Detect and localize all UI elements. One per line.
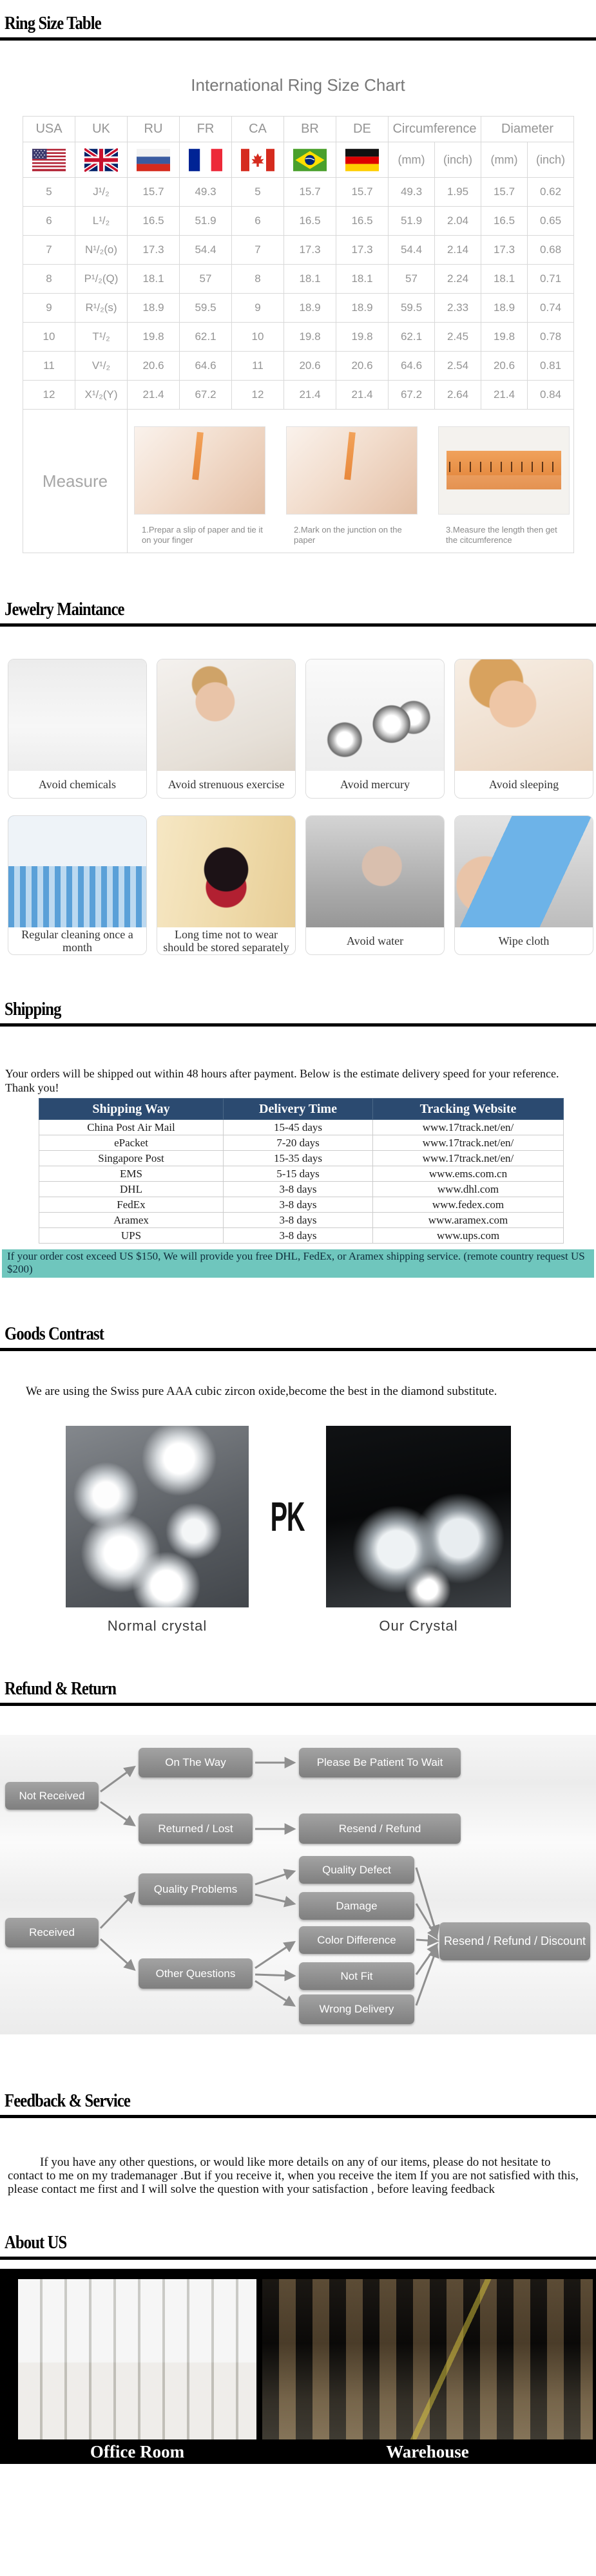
jewelry-card-caption: Avoid sleeping xyxy=(488,778,559,791)
jewelry-card-photo xyxy=(455,659,593,771)
jewelry-card-avoid-sleeping xyxy=(454,659,593,799)
table-cell: 21.4 xyxy=(336,381,389,410)
jewelry-card-caption: Regular cleaning once a month xyxy=(21,928,133,954)
ring-table-country-row xyxy=(23,117,574,142)
measure-step-1-caption: 1.Prepar a slip of paper and tie it on your finger xyxy=(142,524,263,545)
section-about-us xyxy=(0,2233,596,2464)
table-cell: 19.8 xyxy=(481,323,528,352)
our-crystal-caption: Our Crystal xyxy=(379,1618,458,1634)
table-row xyxy=(39,1197,564,1213)
table-row xyxy=(39,1135,564,1151)
table-cell: Aramex xyxy=(39,1213,224,1228)
table-cell: 10 xyxy=(23,323,75,352)
our-crystal-photo xyxy=(326,1426,511,1607)
jewelry-card-photo xyxy=(8,816,146,927)
shipping-col-tracking: Tracking Website xyxy=(373,1099,564,1120)
jewelry-card-avoid-mercury xyxy=(305,659,445,799)
ring-size-table-body xyxy=(23,178,574,410)
table-row xyxy=(23,323,574,352)
col-header-circumference: Circumference xyxy=(389,117,481,142)
table-cell: 0.65 xyxy=(528,207,574,236)
table-cell: 18.1 xyxy=(336,265,389,294)
warehouse-caption: Warehouse xyxy=(386,2442,469,2461)
table-cell: 0.81 xyxy=(528,352,574,381)
table-cell: 51.9 xyxy=(180,207,232,236)
shipping-free-note: If your order cost exceed US $150, We will provide you free DHL, FedEx, or Aramex shipping service. (remote country request US $200) xyxy=(2,1249,594,1278)
about-banner xyxy=(0,2269,596,2464)
table-cell: UPS xyxy=(39,1228,224,1244)
unit-circumference-mm: (mm) xyxy=(389,142,435,178)
table-cell: 49.3 xyxy=(180,178,232,207)
section-divider xyxy=(0,1348,596,1351)
table-cell: 18.9 xyxy=(284,294,336,323)
table-cell: 8 xyxy=(232,265,284,294)
table-row xyxy=(39,1166,564,1182)
crystal-comparison xyxy=(66,1426,596,1607)
table-cell: 7 xyxy=(232,236,284,265)
table-cell: 2.04 xyxy=(435,207,481,236)
unit-circumference-inch: (inch) xyxy=(435,142,481,178)
measure-row xyxy=(23,410,574,553)
table-cell: ePacket xyxy=(39,1135,224,1151)
flow-node-wrong-delivery: Wrong Delivery xyxy=(299,1994,414,2024)
table-cell: 67.2 xyxy=(180,381,232,410)
table-cell: 17.3 xyxy=(128,236,180,265)
jewelry-card-wipe-cloth xyxy=(454,815,593,955)
table-cell: 18.1 xyxy=(284,265,336,294)
table-cell: 6 xyxy=(23,207,75,236)
table-cell: 20.6 xyxy=(284,352,336,381)
flag-canada-icon xyxy=(232,142,284,178)
col-header-uk: UK xyxy=(75,117,128,142)
normal-crystal-caption: Normal crystal xyxy=(107,1618,207,1634)
table-row xyxy=(23,294,574,323)
table-cell: 0.71 xyxy=(528,265,574,294)
measure-step-3-caption: 3.Measure the length then get the citcumference xyxy=(446,524,557,545)
jewelry-card-regular-cleaning xyxy=(8,815,147,955)
section-jewelry-maintenance xyxy=(0,600,596,955)
table-cell: 3-8 days xyxy=(224,1213,373,1228)
jewelry-card-photo xyxy=(157,816,295,927)
table-cell: 15-45 days xyxy=(224,1120,373,1135)
jewelry-card-store-separately xyxy=(157,815,296,955)
table-cell: J¹/₂ xyxy=(75,178,128,207)
table-cell: 2.33 xyxy=(435,294,481,323)
table-cell: Singapore Post xyxy=(39,1151,224,1166)
table-cell: T¹/₂ xyxy=(75,323,128,352)
table-cell: 2.54 xyxy=(435,352,481,381)
jewelry-card-caption: Wipe cloth xyxy=(498,934,550,947)
table-cell: 1.95 xyxy=(435,178,481,207)
table-cell: 51.9 xyxy=(389,207,435,236)
table-cell: 2.24 xyxy=(435,265,481,294)
table-cell: 0.84 xyxy=(528,381,574,410)
table-cell: 19.8 xyxy=(336,323,389,352)
table-cell: N¹/₂(o) xyxy=(75,236,128,265)
measure-step-2-caption: 2.Mark on the junction on the paper xyxy=(294,524,402,545)
table-cell: 15.7 xyxy=(284,178,336,207)
unit-diameter-inch: (inch) xyxy=(528,142,574,178)
flow-node-received: Received xyxy=(5,1918,99,1947)
table-cell: 2.45 xyxy=(435,323,481,352)
table-cell: 59.5 xyxy=(180,294,232,323)
measure-step-3-photo xyxy=(438,426,570,515)
table-cell: www.dhl.com xyxy=(373,1182,564,1197)
table-row xyxy=(23,236,574,265)
jewelry-card-avoid-chemicals xyxy=(8,659,147,799)
table-cell: 67.2 xyxy=(389,381,435,410)
jewelry-card-avoid-water xyxy=(305,815,445,955)
table-cell: 2.14 xyxy=(435,236,481,265)
table-cell: 17.3 xyxy=(336,236,389,265)
jewelry-card-caption: Avoid water xyxy=(346,934,404,947)
table-row xyxy=(39,1228,564,1244)
jewelry-card-caption: Avoid chemicals xyxy=(38,778,117,791)
table-cell: 2.64 xyxy=(435,381,481,410)
section-divider xyxy=(0,623,596,627)
flag-uk-icon xyxy=(75,142,128,178)
table-cell: 0.62 xyxy=(528,178,574,207)
shipping-col-time: Delivery Time xyxy=(224,1099,373,1120)
section-ring-size xyxy=(0,0,596,553)
table-cell: 15.7 xyxy=(128,178,180,207)
section-divider xyxy=(0,1023,596,1027)
table-cell: 54.4 xyxy=(180,236,232,265)
measure-label: Measure xyxy=(42,471,108,491)
table-cell: 16.5 xyxy=(284,207,336,236)
table-cell: 5 xyxy=(23,178,75,207)
flow-node-returned-lost: Returned / Lost xyxy=(139,1814,253,1844)
col-header-ru: RU xyxy=(128,117,180,142)
flow-node-not-received: Not Received xyxy=(5,1782,99,1810)
table-cell: 18.1 xyxy=(128,265,180,294)
jewelry-card-photo xyxy=(306,659,444,771)
table-cell: 15-35 days xyxy=(224,1151,373,1166)
flow-node-color-difference: Color Difference xyxy=(299,1926,414,1954)
table-row xyxy=(23,352,574,381)
table-cell: 19.8 xyxy=(284,323,336,352)
table-cell: www.fedex.com xyxy=(373,1197,564,1213)
jewelry-card-caption: Long time not to wear should be stored separately xyxy=(163,928,289,954)
table-cell: 16.5 xyxy=(481,207,528,236)
table-cell: 11 xyxy=(232,352,284,381)
section-heading-about: About US xyxy=(5,2233,67,2253)
flow-node-quality-defect: Quality Defect xyxy=(299,1856,414,1884)
section-feedback-service xyxy=(0,2092,596,2196)
table-cell: R¹/₂(s) xyxy=(75,294,128,323)
shipping-col-way: Shipping Way xyxy=(39,1099,224,1120)
ring-size-table xyxy=(23,116,574,553)
table-cell: 5 xyxy=(232,178,284,207)
office-room-caption: Office Room xyxy=(90,2442,185,2461)
table-cell: 7-20 days xyxy=(224,1135,373,1151)
table-row xyxy=(39,1213,564,1228)
measure-step-3 xyxy=(438,426,570,545)
table-cell: 18.9 xyxy=(128,294,180,323)
table-cell: 3-8 days xyxy=(224,1197,373,1213)
table-cell: 18.9 xyxy=(336,294,389,323)
section-divider xyxy=(0,1703,596,1706)
table-cell: 21.4 xyxy=(284,381,336,410)
shipping-table-body xyxy=(39,1120,564,1244)
table-cell: 16.5 xyxy=(336,207,389,236)
section-divider xyxy=(0,2115,596,2118)
table-cell: FedEx xyxy=(39,1197,224,1213)
table-row xyxy=(39,1151,564,1166)
ring-table-flag-row xyxy=(23,142,574,178)
crystal-captions xyxy=(66,1618,511,1634)
table-cell: 20.6 xyxy=(481,352,528,381)
warehouse-photo xyxy=(262,2279,593,2439)
office-room-photo xyxy=(18,2279,256,2439)
table-cell: 5-15 days xyxy=(224,1166,373,1182)
flag-russia-icon xyxy=(128,142,180,178)
section-refund-return xyxy=(0,1680,596,2034)
measure-step-1 xyxy=(134,426,265,545)
measure-label-cell xyxy=(23,410,128,553)
table-cell: www.17track.net/en/ xyxy=(373,1120,564,1135)
table-cell: 3-8 days xyxy=(224,1228,373,1244)
measure-step-2 xyxy=(286,426,418,545)
section-heading-refund: Refund & Return xyxy=(5,1679,117,1699)
flow-node-other-questions: Other Questions xyxy=(139,1958,253,1989)
table-cell: 62.1 xyxy=(389,323,435,352)
table-row xyxy=(39,1120,564,1135)
table-cell: 17.3 xyxy=(284,236,336,265)
table-cell: 57 xyxy=(180,265,232,294)
table-cell: 3-8 days xyxy=(224,1182,373,1197)
table-cell: 12 xyxy=(232,381,284,410)
table-cell: 20.6 xyxy=(336,352,389,381)
table-cell: L¹/₂ xyxy=(75,207,128,236)
table-cell: 64.6 xyxy=(389,352,435,381)
table-cell: 18.9 xyxy=(481,294,528,323)
table-cell: 8 xyxy=(23,265,75,294)
section-heading-goods: Goods Contrast xyxy=(5,1324,104,1344)
section-heading-feedback: Feedback & Service xyxy=(5,2091,130,2111)
table-cell: 54.4 xyxy=(389,236,435,265)
flow-node-quality-problems: Quality Problems xyxy=(139,1873,253,1905)
unit-diameter-mm: (mm) xyxy=(481,142,528,178)
table-cell: 0.74 xyxy=(528,294,574,323)
table-cell: www.17track.net/en/ xyxy=(373,1135,564,1151)
jewelry-card-photo xyxy=(306,816,444,927)
flow-node-please-wait: Please Be Patient To Wait xyxy=(299,1748,461,1777)
section-goods-contrast xyxy=(0,1325,596,1634)
section-heading-shipping: Shipping xyxy=(5,999,61,1019)
measure-step-2-photo xyxy=(286,426,418,515)
table-cell: 9 xyxy=(23,294,75,323)
section-divider xyxy=(0,2257,596,2260)
feedback-body-text: If you have any other questions, or would like more details on any of our items, please do not hesitate to contact to me on my trademanager .But if you receive it, when you receive the item If you are not satisfied with this, please contact me first and I will solve the question with your satisfaction , before leaving feedback xyxy=(8,2155,579,2196)
flag-usa-icon xyxy=(23,142,75,178)
jewelry-card-photo xyxy=(455,816,593,927)
table-cell: 57 xyxy=(389,265,435,294)
table-cell: 21.4 xyxy=(128,381,180,410)
table-cell: 9 xyxy=(232,294,284,323)
flag-france-icon xyxy=(180,142,232,178)
about-captions xyxy=(18,2439,596,2464)
table-cell: China Post Air Mail xyxy=(39,1120,224,1135)
col-header-br: BR xyxy=(284,117,336,142)
col-header-fr: FR xyxy=(180,117,232,142)
jewelry-cards-row-2 xyxy=(0,815,596,955)
table-cell: 20.6 xyxy=(128,352,180,381)
table-cell: DHL xyxy=(39,1182,224,1197)
table-cell: X¹/₂(Y) xyxy=(75,381,128,410)
table-cell: 21.4 xyxy=(481,381,528,410)
shipping-table-header-row xyxy=(39,1099,564,1120)
flow-node-not-fit: Not Fit xyxy=(299,1962,414,1990)
ring-chart-title: International Ring Size Chart xyxy=(191,75,405,95)
shipping-intro xyxy=(5,1066,591,1095)
section-divider xyxy=(0,37,596,41)
table-cell: EMS xyxy=(39,1166,224,1182)
jewelry-card-avoid-exercise xyxy=(157,659,296,799)
flow-node-resend-refund: Resend / Refund xyxy=(299,1814,461,1844)
section-heading-jewelry: Jewelry Maintance xyxy=(5,600,124,620)
table-cell: 11 xyxy=(23,352,75,381)
flow-node-resend-refund-discount: Resend / Refund / Discount xyxy=(439,1922,590,1960)
table-cell: www.17track.net/en/ xyxy=(373,1151,564,1166)
table-cell: 16.5 xyxy=(128,207,180,236)
section-heading-ring-size: Ring Size Table xyxy=(5,14,101,33)
table-row xyxy=(39,1182,564,1197)
table-cell: 0.78 xyxy=(528,323,574,352)
table-cell: 7 xyxy=(23,236,75,265)
shipping-intro-line-1: Your orders will be shipped out within 48 hours after payment. Below is the estimate delivery speed for your reference. xyxy=(5,1067,559,1080)
jewelry-cards-row-1 xyxy=(0,659,596,799)
shipping-intro-line-2: Thank you! xyxy=(5,1081,59,1094)
table-cell: www.ups.com xyxy=(373,1228,564,1244)
table-cell: 19.8 xyxy=(128,323,180,352)
table-cell: www.ems.com.cn xyxy=(373,1166,564,1182)
jewelry-card-photo xyxy=(157,659,295,771)
jewelry-card-caption: Avoid mercury xyxy=(340,778,410,791)
table-row xyxy=(23,265,574,294)
table-cell: 0.68 xyxy=(528,236,574,265)
table-cell: 62.1 xyxy=(180,323,232,352)
flow-node-on-the-way: On The Way xyxy=(139,1748,253,1777)
flag-germany-icon xyxy=(336,142,389,178)
jewelry-card-photo xyxy=(8,659,146,771)
section-shipping xyxy=(0,1000,596,1278)
pk-versus-label: PK xyxy=(270,1493,305,1540)
table-cell: 59.5 xyxy=(389,294,435,323)
col-header-diameter: Diameter xyxy=(481,117,574,142)
table-row xyxy=(23,381,574,410)
jewelry-card-caption: Avoid strenuous exercise xyxy=(168,778,285,791)
table-cell: 18.1 xyxy=(481,265,528,294)
table-cell: 64.6 xyxy=(180,352,232,381)
table-cell: 12 xyxy=(23,381,75,410)
table-cell: 10 xyxy=(232,323,284,352)
table-row xyxy=(23,207,574,236)
normal-crystal-photo xyxy=(66,1426,249,1607)
table-cell: 17.3 xyxy=(481,236,528,265)
measure-figures-cell xyxy=(128,410,574,553)
col-header-de: DE xyxy=(336,117,389,142)
table-cell: V¹/₂ xyxy=(75,352,128,381)
table-cell: P¹/₂(Q) xyxy=(75,265,128,294)
flow-arrows xyxy=(0,1735,596,2034)
flag-brazil-icon xyxy=(284,142,336,178)
goods-intro: We are using the Swiss pure AAA cubic zircon oxide,become the best in the diamond substitute. xyxy=(26,1385,497,1398)
table-cell: 49.3 xyxy=(389,178,435,207)
shipping-table xyxy=(39,1098,564,1244)
about-photos xyxy=(18,2279,596,2439)
caption-spacer xyxy=(249,1618,326,1634)
table-row xyxy=(23,178,574,207)
table-cell: 6 xyxy=(232,207,284,236)
col-header-usa: USA xyxy=(23,117,75,142)
table-cell: 15.7 xyxy=(481,178,528,207)
table-cell: www.aramex.com xyxy=(373,1213,564,1228)
col-header-ca: CA xyxy=(232,117,284,142)
measure-step-1-photo xyxy=(134,426,265,515)
flow-node-damage: Damage xyxy=(299,1892,414,1920)
refund-flowchart xyxy=(0,1735,596,2034)
table-cell: 15.7 xyxy=(336,178,389,207)
